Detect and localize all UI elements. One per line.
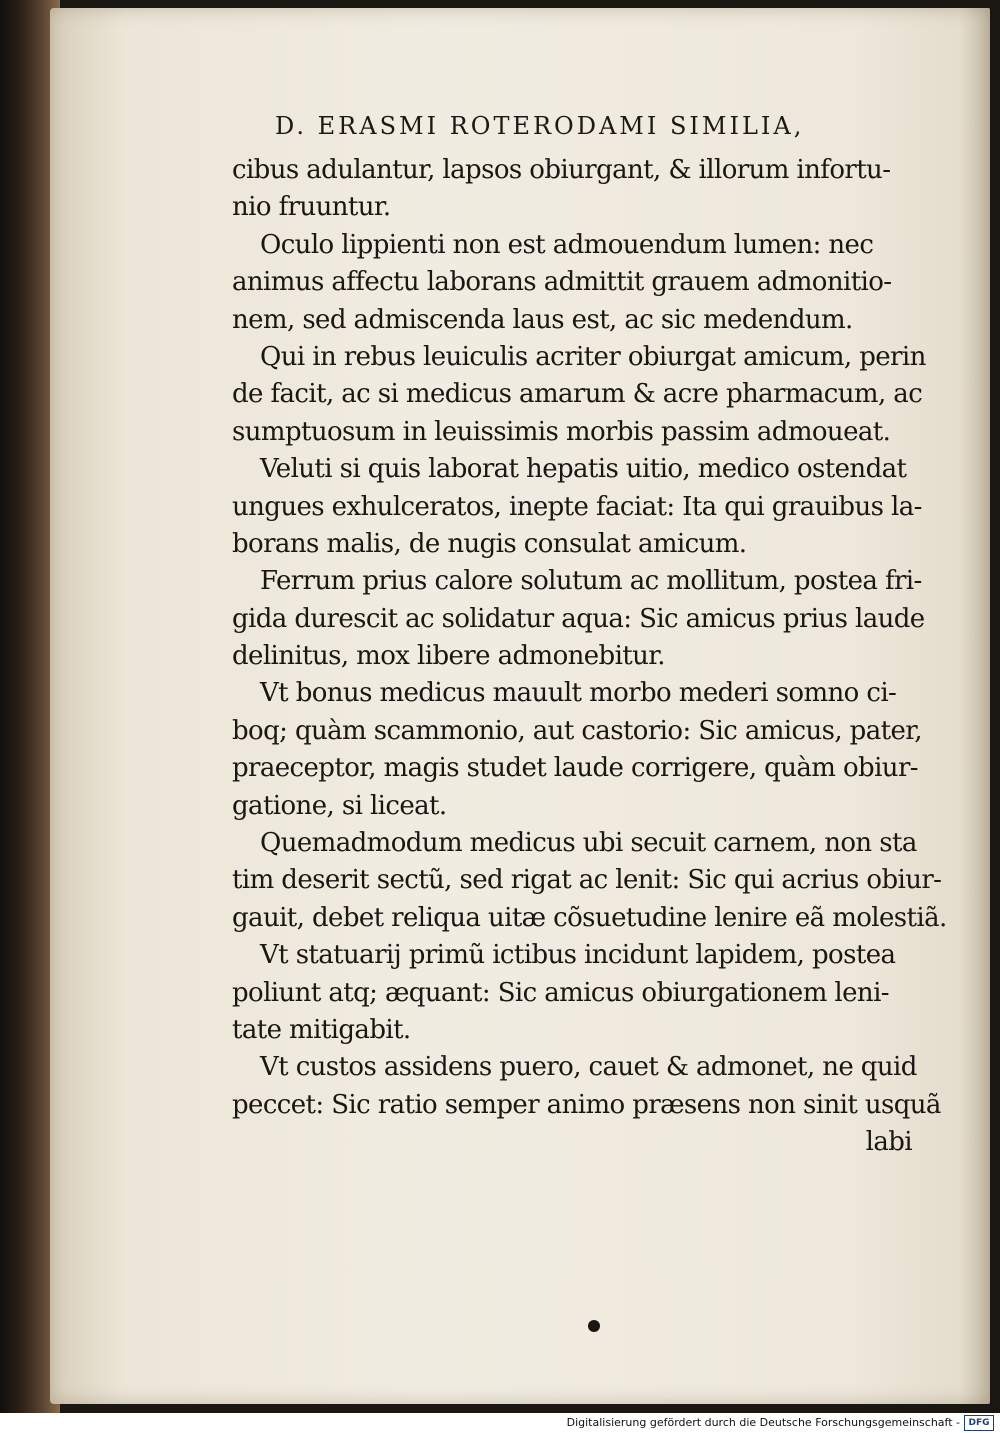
text-line: de facit, ac si medicus amarum & acre pharmacum, ac (232, 379, 923, 410)
text-line: cibus adulantur, lapsos obiurgant, & illorum infortu- (232, 155, 891, 185)
text-line: delinitus, mox libere admonebitur. (232, 641, 665, 672)
printer-mark-dot (588, 1320, 600, 1332)
text-line: Ferrum prius calore solutum ac mollitum, postea fri- (260, 566, 922, 597)
text-line: poliunt atq; æquant: Sic amicus obiurgationem leni- (232, 977, 889, 1008)
text-line: gatione, si liceat. (232, 790, 447, 821)
funding-credit: Digitalisierung gefördert durch die Deutsche Forschungsgemeinschaft - (566, 1416, 960, 1429)
text-line: Veluti si quis laborat hepatis uitio, medico ostendat (260, 454, 907, 485)
text-line: Quemadmodum medicus ubi secuit carnem, non sta (260, 828, 917, 859)
text-line: animus affectu laborans admittit grauem admonitio- (232, 267, 892, 298)
text-line: ungues exhulceratos, inepte faciat: Ita qui grauibus la- (232, 491, 922, 522)
text-line: Vt statuarij primũ ictibus incidunt lapidem, postea (260, 940, 896, 971)
text-line: peccet: Sic ratio semper animo præsens non sinit usquã (232, 1089, 941, 1120)
text-line: boq; quàm scammonio, aut castorio: Sic amicus, pater, (232, 715, 922, 746)
footer-bar (0, 1413, 1000, 1433)
dfg-logo[interactable]: DFG (964, 1415, 994, 1431)
text-line: praeceptor, magis studet laude corrigere, quàm obiur- (232, 753, 918, 784)
text-line: Vt bonus medicus mauult morbo mederi somno ci- (260, 678, 897, 709)
text-line: nem, sed admiscenda laus est, ac sic medendum. (232, 304, 853, 335)
text-line: Qui in rebus leuiculis acriter obiurgat amicum, perin (260, 341, 926, 372)
page-edge-shadow (960, 8, 990, 1404)
text-line: borans malis, de nugis consulat amicum. (232, 528, 747, 559)
text-line: tate mitigabit. (232, 1014, 411, 1045)
body-text (232, 152, 947, 1162)
text-line: Vt custos assidens puero, cauet & admonet, ne quid (260, 1052, 917, 1083)
text-line: Oculo lippienti non est admouendum lumen: nec (260, 229, 874, 260)
text-line: tim deserit sectũ, sed rigat ac lenit: Sic qui acrius obiur- (232, 865, 942, 896)
text-line: gida durescit ac solidatur aqua: Sic amicus prius laude (232, 603, 925, 634)
catchword: labi (865, 1127, 912, 1158)
text-line: nio fruuntur. (232, 192, 391, 223)
text-line: sumptuosum in leuissimis morbis passim admoueat. (232, 416, 891, 447)
text-line: gauit, debet reliqua uitæ cõsuetudine lenire eã molestiã. (232, 902, 947, 933)
running-head: D. ERASMI ROTERODAMI SIMILIA, (275, 112, 805, 140)
